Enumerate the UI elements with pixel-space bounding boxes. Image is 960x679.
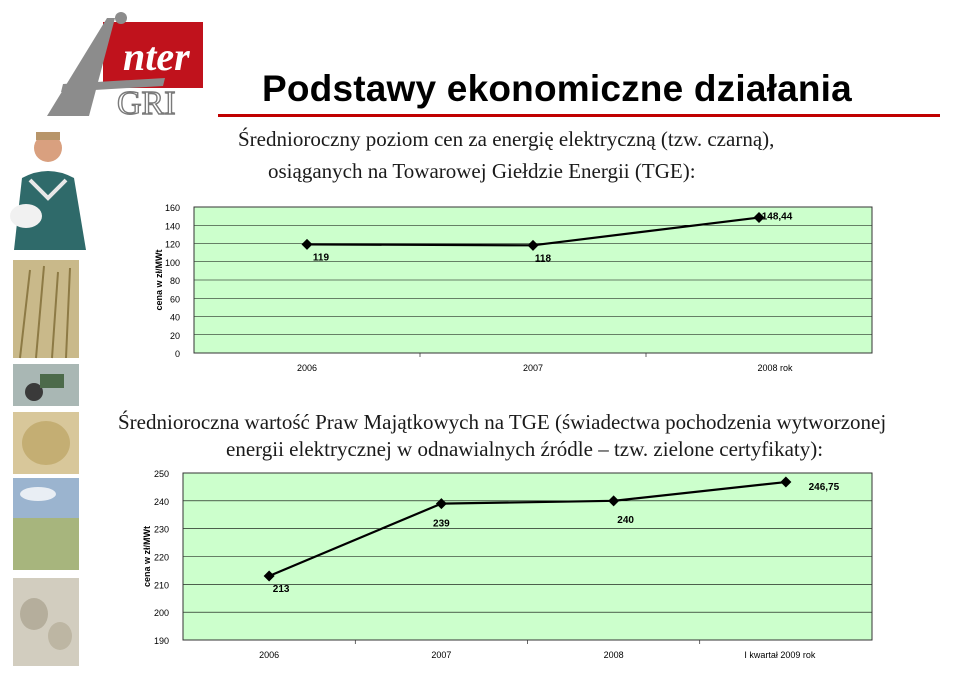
y-tick-label: 220 bbox=[153, 552, 169, 563]
data-label: 148,44 bbox=[761, 211, 793, 223]
chart2-caption-line1: Średnioroczna wartość Praw Majątkowych na TGE (świadectwa pochodzenia wytworzonej bbox=[118, 410, 887, 434]
x-category-label: 2007 bbox=[522, 363, 544, 373]
data-label: 240 bbox=[617, 514, 634, 526]
data-label: 246,75 bbox=[808, 482, 840, 494]
data-label: 118 bbox=[534, 253, 552, 265]
y-axis-label: cena w zł/MWt bbox=[154, 249, 164, 311]
data-label: 239 bbox=[433, 518, 450, 530]
chart2-caption-line2: energii elektrycznej w odnawialnych źródle – tzw. zielone certyfikaty): bbox=[226, 437, 824, 461]
y-axis-label: cena w zł/MWt bbox=[142, 525, 152, 588]
y-tick-label: 120 bbox=[164, 239, 180, 250]
y-tick-label: 240 bbox=[153, 496, 169, 507]
x-category-label: I kwartał 2009 rok bbox=[744, 650, 816, 660]
data-label: 119 bbox=[312, 252, 330, 264]
data-label: 213 bbox=[272, 583, 290, 595]
y-tick-label: 190 bbox=[153, 636, 169, 646]
y-tick-label: 210 bbox=[153, 580, 169, 591]
y-tick-label: 140 bbox=[164, 221, 180, 232]
x-category-label: 2008 bbox=[603, 650, 624, 660]
y-tick-label: 60 bbox=[169, 294, 180, 305]
x-category-label: 2008 rok bbox=[757, 363, 793, 373]
y-tick-label: 40 bbox=[169, 312, 180, 323]
y-tick-label: 0 bbox=[174, 349, 180, 359]
chart1-caption-line2: osiąganych na Towarowej Giełdzie Energii (TGE): bbox=[268, 159, 696, 183]
x-category-label: 2007 bbox=[431, 650, 452, 660]
page-title: Podstawy ekonomiczne działania bbox=[262, 68, 852, 109]
logo-text-top: nter bbox=[123, 34, 190, 79]
y-tick-label: 230 bbox=[153, 524, 169, 535]
y-tick-label: 200 bbox=[153, 608, 169, 619]
x-category-label: 2006 bbox=[296, 363, 318, 373]
y-tick-label: 250 bbox=[153, 469, 169, 479]
y-tick-label: 160 bbox=[164, 203, 180, 213]
y-tick-label: 80 bbox=[169, 276, 180, 286]
x-category-label: 2006 bbox=[259, 650, 280, 660]
y-tick-label: 20 bbox=[169, 330, 180, 341]
chart1-caption-line1: Średnioroczny poziom cen za energię elektryczną (tzw. czarną), bbox=[238, 127, 775, 151]
y-tick-label: 100 bbox=[164, 257, 180, 268]
logo-text-bottom: GRI bbox=[117, 85, 176, 120]
